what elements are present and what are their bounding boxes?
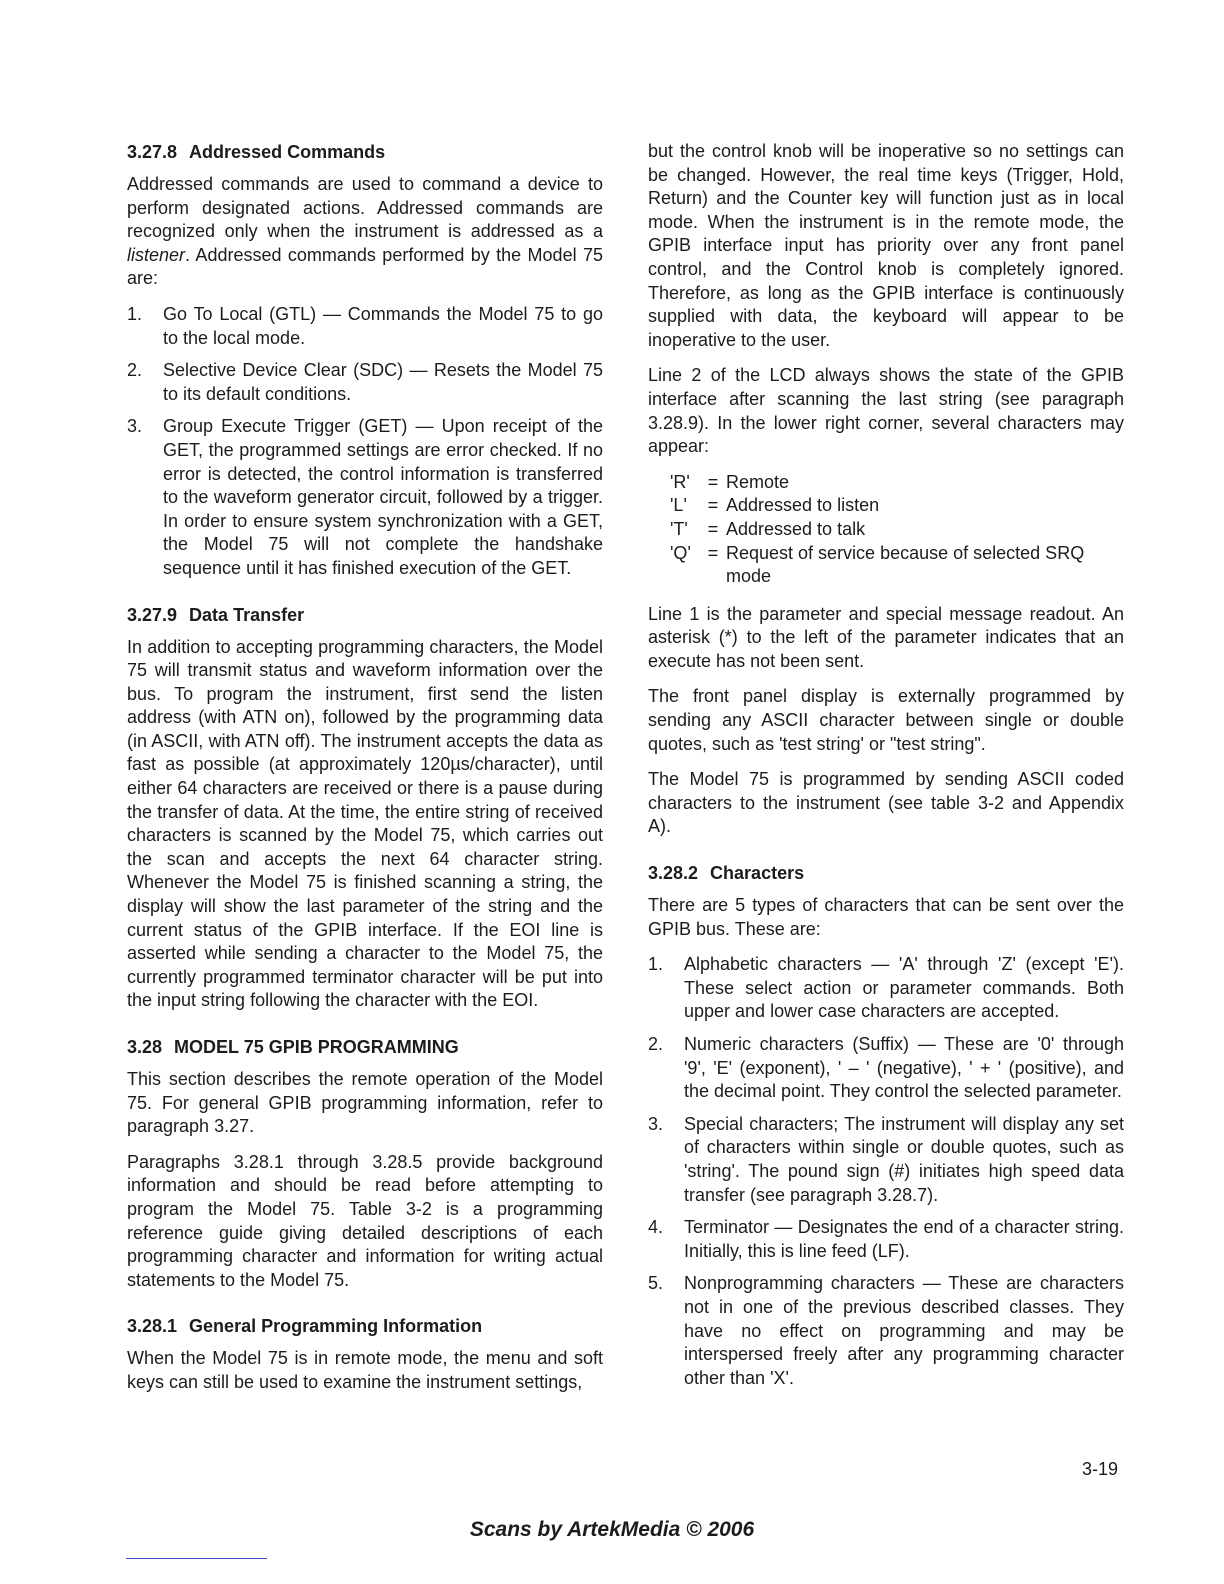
list-item: 2. Numeric characters (Suffix) — These are '0' through '9', 'E' (exponent), ' – ' (negative), ' + ' (positive), and the decimal point. They control the selected parameter. <box>648 1034 1124 1102</box>
paragraph: When the Model 75 is in remote mode, the menu and soft keys can still be used to examine the instrument settings, <box>127 1348 603 1392</box>
list-item: 4. Terminator — Designates the end of a character string. Initially, this is line feed (LF). <box>648 1217 1124 1261</box>
paragraph: but the control knob will be inoperative so no settings can be changed. However, the real time keys (Trigger, Hold, Return) and the Counter key will function just as in local mode. When the instrument is in the remote mode, the GPIB interface input has priority over any front panel control, and the Control knob is completely ignored. Therefore, as long as the GPIB interface is continuously supplied with data, the keyboard will appear to be inoperative to the user. <box>648 141 1124 350</box>
paragraph: Addressed commands are used to command a device to perform designated actions. Addressed commands are recognized only when the instrument is addressed as a listener. Addressed commands performed by the Model 75 are: <box>127 174 603 289</box>
paragraph: The Model 75 is programmed by sending ASCII coded characters to the instrument (see table 3-2 and Appendix A). <box>648 769 1124 837</box>
definition-row: 'R' = Remote <box>670 471 790 492</box>
scan-credit-footer: Scans by ArtekMedia © 2006 <box>469 1518 755 1541</box>
list-item: 5. Nonprogramming characters — These are characters not in one of the previous described classes. They have no effect on programming and may be interspersed freely after any programming character other than 'X'. <box>648 1273 1124 1388</box>
list-item: 3. Special characters; The instrument will display any set of characters within single or double quotes, such as 'string'. The pound sign (#) initiates high speed data transfer (see paragraph 3.28.7). <box>648 1113 1124 1205</box>
paragraph: The front panel display is externally programmed by sending any ASCII character between single or double quotes, such as 'test string' or "test string". <box>648 686 1124 754</box>
section-heading-3281: 3.28.1 General Programming Information <box>127 1316 483 1337</box>
section-heading-3279: 3.27.9 Data Transfer <box>127 604 305 625</box>
paragraph: There are 5 types of characters that can be sent over the GPIB bus. These are: <box>648 895 1124 939</box>
addressed-commands-list <box>127 303 603 581</box>
right-column <box>648 140 1124 1400</box>
definition-row: 'Q' = Request of service because of selected SRQ mode <box>670 542 1085 587</box>
definition-row: 'T' = Addressed to talk <box>670 518 866 539</box>
paragraph: Line 2 of the LCD always shows the state of the GPIB interface after scanning the last string (see paragraph 3.28.9). In the lower right corner, several characters may appear: <box>648 365 1124 457</box>
page-number: 3-19 <box>1082 1459 1119 1479</box>
paragraph: In addition to accepting programming characters, the Model 75 will transmit status and waveform information over the bus. To program the instrument, first send the listen address (with ATN on), followed by the programming data (in ASCII, with ATN off). The instrument accepts the data as fast as possible (at approximately 120µs/character), until either 64 characters are received or there is a pause during the transfer of data. At the time, the entire string of received characters is scanned by the Model 75, which carries out the scan and accepts the next 64 character string. Whenever the Model 75 is finished scanning a string, the display will show the last parameter of the string and the current status of the GPIB interface. If the EOI line is asserted while sending a character to the Model 75, the currently programmed terminator character will be put into the input string following the character with the EOI. <box>127 636 603 1011</box>
list-item: 1. Alphabetic characters — 'A' through 'Z' (except 'E'). These select action or parameter commands. Both upper and lower case characters are accepted. <box>648 954 1124 1022</box>
paragraph: Paragraphs 3.28.1 through 3.28.5 provide background information and should be read before attempting to program the Model 75. Table 3-2 is a programming reference guide giving detailed descriptions of each programming character and information for writing actual statements to the Model 75. <box>127 1151 603 1290</box>
character-types-list <box>648 953 1124 1390</box>
paragraph: This section describes the remote operation of the Model 75. For general GPIB programming information, refer to paragraph 3.27. <box>127 1069 603 1137</box>
section-heading-328: 3.28 MODEL 75 GPIB PROGRAMMING <box>127 1037 459 1057</box>
paragraph: Line 1 is the parameter and special message readout. An asterisk (*) to the left of the parameter indicates that an execute has not been sent. <box>648 603 1124 671</box>
section-heading-3278: 3.27.8 Addressed Commands <box>127 142 386 162</box>
list-item: 2. Selective Device Clear (SDC) — Resets the Model 75 to its default conditions. <box>127 360 603 404</box>
status-character-definitions <box>670 471 1124 589</box>
footer-rule <box>126 1558 267 1559</box>
list-item: 3. Group Execute Trigger (GET) — Upon receipt of the GET, the programmed settings are error checked. If no error is detected, the control information is transferred to the waveform generator circuit, followed by a trigger. In order to ensure system synchronization with a GET, the Model 75 will not complete the handshake sequence until it has finished execution of the GET. <box>127 416 603 578</box>
list-item: 1. Go To Local (GTL) — Commands the Model 75 to go to the local mode. <box>127 303 603 348</box>
left-column <box>127 140 603 1407</box>
section-heading-3282: 3.28.2 Characters <box>648 863 805 884</box>
definition-row: 'L' = Addressed to listen <box>670 495 880 516</box>
